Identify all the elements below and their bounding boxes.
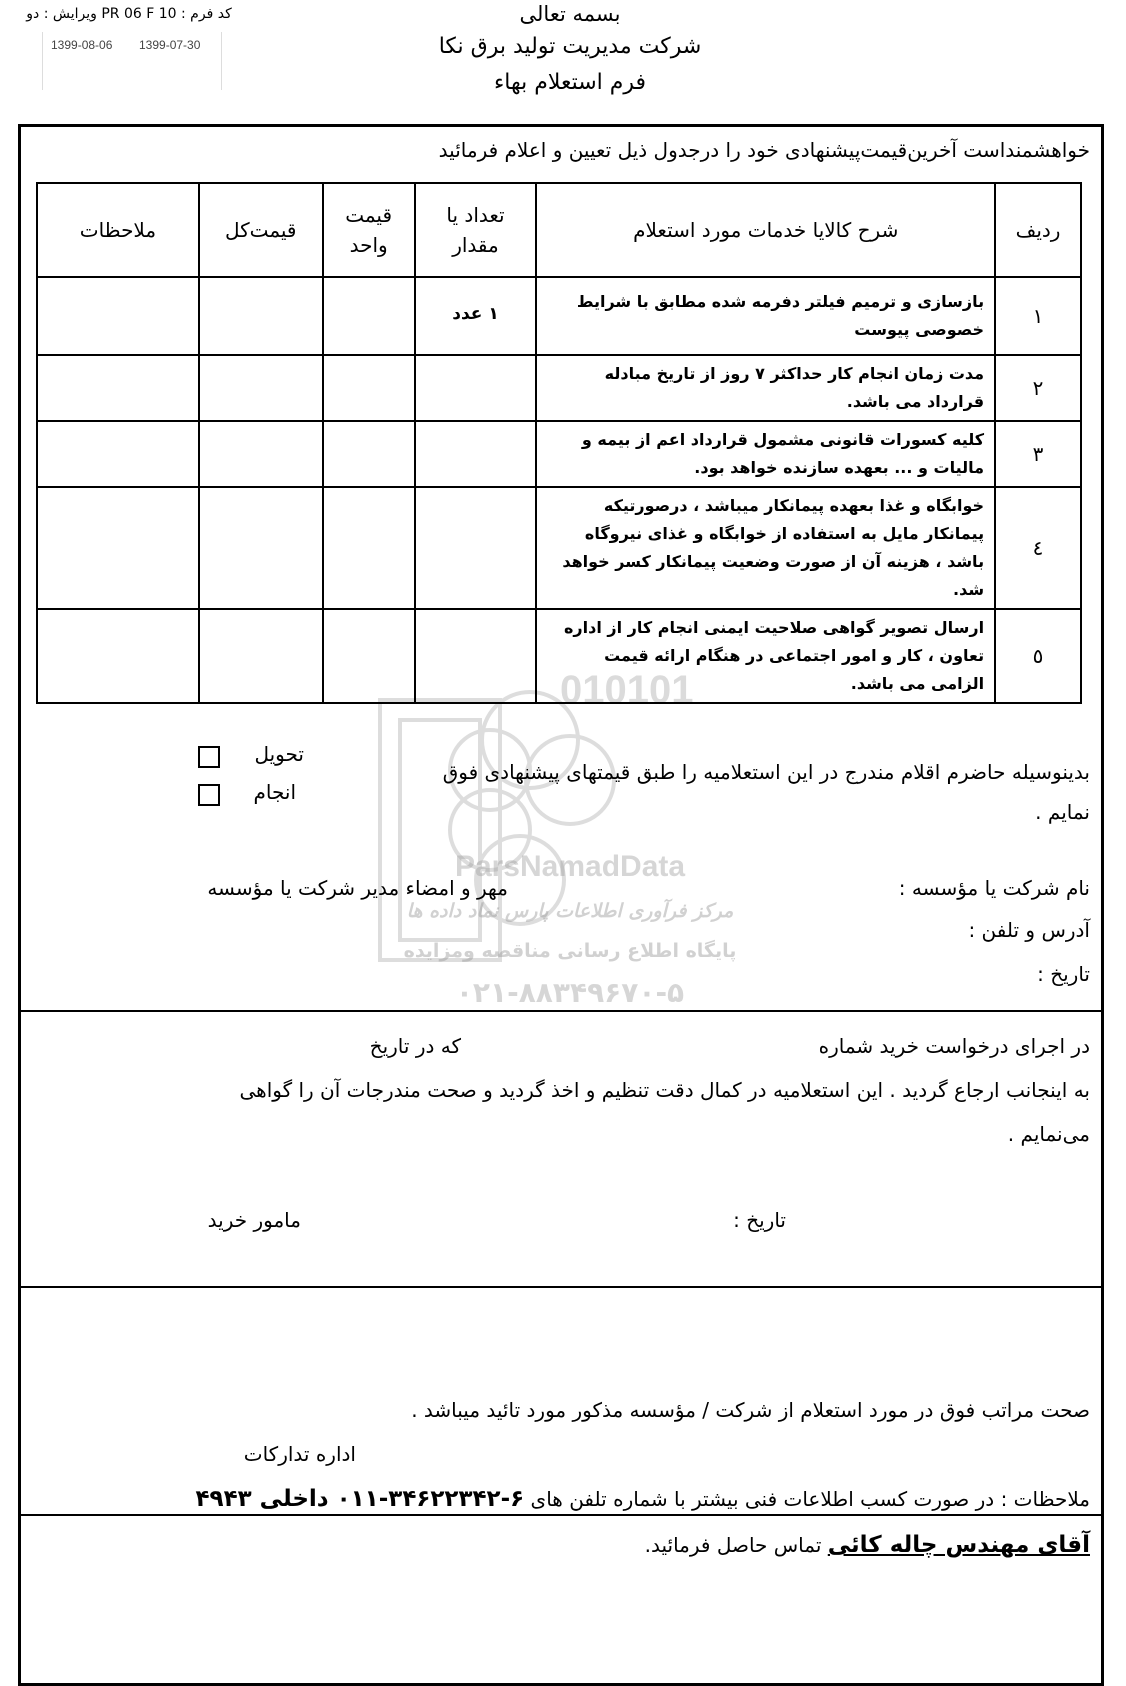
row-description: کلیه کسورات قانونی مشمول قرارداد اعم از بیمه و مالیات و ... بعهده سازنده خواهد بود. — [536, 421, 995, 487]
row-unit-price-cell[interactable] — [323, 487, 415, 609]
form-title: فرم استعلام بهاء — [493, 70, 647, 95]
approval-text: صحت مراتب فوق در مورد استعلام از شرکت / مؤسسه مذکور مورد تائید میباشد . — [411, 1398, 1090, 1422]
perform-checkbox[interactable] — [198, 784, 220, 806]
row-quantity — [415, 355, 537, 421]
header-quantity: تعداد یا مقدار — [415, 183, 537, 277]
row-description: بازسازی و ترمیم فیلتر دفرمه شده مطابق با شرایط خصوصی پیوست — [536, 277, 995, 355]
delivery-checkbox[interactable] — [198, 746, 220, 768]
row-quantity: ۱ عدد — [415, 277, 537, 355]
header-row-number: ردیف — [995, 183, 1081, 277]
row-notes-cell[interactable] — [37, 277, 199, 355]
row-total-price-cell[interactable] — [199, 487, 323, 609]
row-number: ۲ — [995, 355, 1081, 421]
watermark-line1: مرکز فرآوری اطلاعات پارس نماد داده ها — [406, 900, 734, 922]
watermark-binary: 010101 — [560, 668, 694, 712]
header-unit-price: قیمت واحد — [323, 183, 415, 277]
company-name-label: نام شرکت یا مؤسسه : — [898, 876, 1090, 900]
notes-phone: ۶-۳۴۶۲۲۳۴۲-۰۱۱ داخلی ۴۹۴۳ — [195, 1486, 525, 1512]
commitment-line1: بدینوسیله حاضرم اقلام مندرج در این استعلامیه را طبق قیمتهای پیشنهادی فوق — [442, 760, 1090, 784]
purchase-date-inline-label: که در تاریخ — [369, 1034, 461, 1058]
company-name: شرکت مدیریت تولید برق نکا — [438, 34, 702, 59]
purchase-officer-label: مامور خرید — [207, 1208, 301, 1232]
row-quantity — [415, 609, 537, 703]
row-total-price-cell[interactable] — [199, 421, 323, 487]
row-description: ارسال تصویر گواهی صلاحیت ایمنی انجام کار از اداره تعاون ، کار و امور اجتماعی در هنگام ارائه قیمت الزامی می باشد. — [536, 609, 995, 703]
row-total-price-cell[interactable] — [199, 277, 323, 355]
intro-text: خواهشمنداست آخرین‌قیمت‌پیشنهادی خود را درجدول ذیل تعیین و اعلام فرمائید — [438, 138, 1090, 162]
commitment-line2: نمایم . — [1035, 800, 1090, 824]
row-notes-cell[interactable] — [37, 609, 199, 703]
table-header-row — [37, 183, 1081, 277]
notes-prefix: ملاحظات : در صورت کسب اطلاعات فنی بیشتر با شماره تلفن های — [530, 1487, 1090, 1511]
row-notes-cell[interactable] — [37, 355, 199, 421]
header-notes: ملاحظات — [37, 183, 199, 277]
row-unit-price-cell[interactable] — [323, 609, 415, 703]
purchase-line2: به اینجانب ارجاع گردید . این استعلامیه در کمال دقت تنظیم و اخذ گردید و صحت مندرجات آن را گواهی — [239, 1078, 1090, 1102]
row-quantity — [415, 421, 537, 487]
notes-footer — [196, 1486, 1090, 1512]
address-phone-label: آدرس و تلفن : — [968, 918, 1090, 942]
row-number: ٤ — [995, 487, 1081, 609]
contact-person: آقای مهندس چاله کائی — [827, 1532, 1090, 1558]
stamp-signature-label: مهر و امضاء مدیر شرکت یا مؤسسه — [207, 876, 508, 900]
section-divider — [18, 1286, 1104, 1288]
notes-divider — [18, 1514, 1104, 1516]
row-unit-price-cell[interactable] — [323, 277, 415, 355]
row-number: ٥ — [995, 609, 1081, 703]
table-row — [37, 421, 1081, 487]
company-date-label: تاریخ : — [1037, 962, 1090, 986]
purchase-date-label: تاریخ : — [733, 1208, 786, 1232]
option-perform-label: انجام — [253, 780, 296, 804]
form-code-line: کد فرم : PR 06 F 10 ویرایش : دو — [26, 6, 232, 22]
row-description: خوابگاه و غذا بعهده پیمانکار میباشد ، درصورتیکه پیمانکار مایل به استفاده از خوابگاه و غذای نیروگاه باشد ، هزینه آن از صورت وضعیت پیمانکار کسر خواهد شد. — [536, 487, 995, 609]
items-table — [36, 182, 1082, 704]
header-description: شرح کالایا خدمات مورد استعلام — [536, 183, 995, 277]
purchase-request-label: در اجرای درخواست خرید شماره — [818, 1034, 1090, 1058]
watermark-line2: پایگاه اطلاع رسانی مناقصه ومزایده — [403, 940, 737, 962]
row-number: ۱ — [995, 277, 1081, 355]
section-divider — [18, 1010, 1104, 1012]
table-row — [37, 355, 1081, 421]
row-unit-price-cell[interactable] — [323, 421, 415, 487]
row-total-price-cell[interactable] — [199, 355, 323, 421]
contact-suffix: تماس حاصل فرمائید. — [644, 1533, 822, 1557]
procurement-department: اداره تدارکات — [243, 1442, 356, 1466]
option-delivery-label: تحویل — [254, 742, 304, 766]
watermark-phone: ۰۲۱-۸۸۳۴۹۶۷۰-۵ — [455, 976, 685, 1009]
table-row — [37, 609, 1081, 703]
row-description: مدت زمان انجام کار حداکثر ۷ روز از تاریخ مبادله قرارداد می باشد. — [536, 355, 995, 421]
basmala: بسمه تعالی — [519, 2, 621, 26]
purchase-line3: می‌نمایم . — [1007, 1122, 1090, 1146]
row-notes-cell[interactable] — [37, 421, 199, 487]
row-total-price-cell[interactable] — [199, 609, 323, 703]
header-total-price: قیمت‌کل — [199, 183, 323, 277]
contact-line — [645, 1532, 1090, 1558]
row-unit-price-cell[interactable] — [323, 355, 415, 421]
row-notes-cell[interactable] — [37, 487, 199, 609]
row-quantity — [415, 487, 537, 609]
revision-dates-box — [42, 32, 222, 90]
watermark-brand: ParsNamadData — [454, 850, 686, 883]
table-row — [37, 487, 1081, 609]
revision-date-2: 1399-08-06 — [51, 38, 113, 52]
revision-date-1: 1399-07-30 — [139, 38, 201, 52]
row-number: ۳ — [995, 421, 1081, 487]
table-row — [37, 277, 1081, 355]
